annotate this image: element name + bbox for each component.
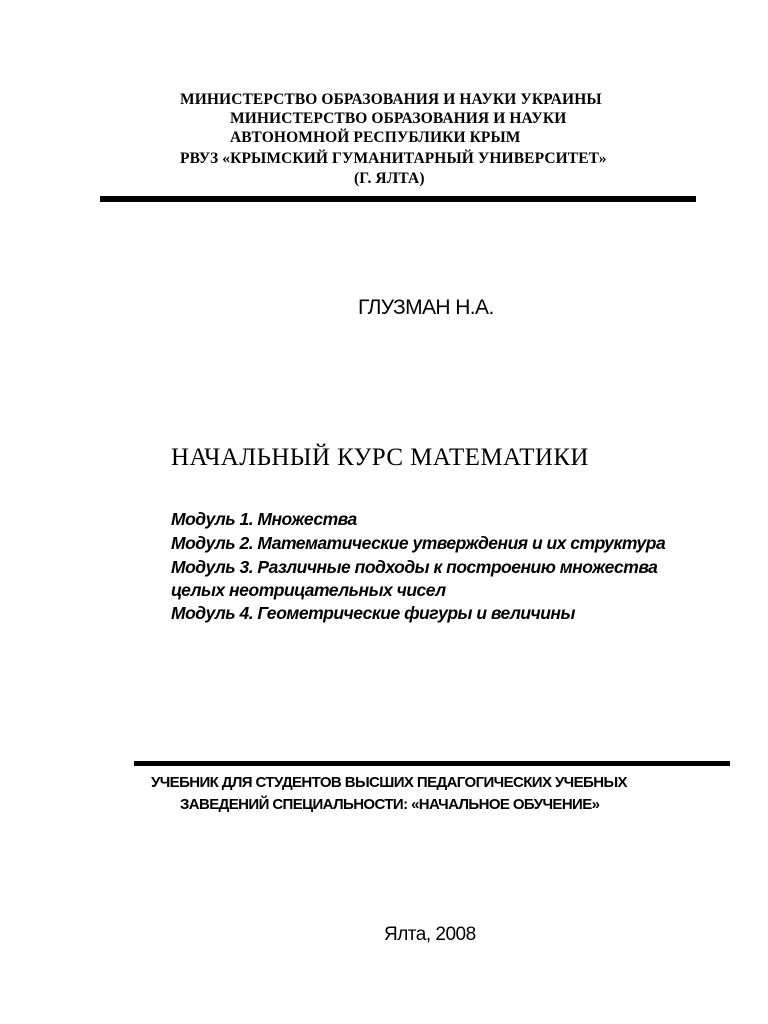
module-line: Модуль 2. Математические утверждения и их структура bbox=[171, 533, 666, 553]
module-line: Модуль 4. Геометрические фигуры и величины bbox=[171, 603, 575, 623]
module-line: Модуль 1. Множества bbox=[171, 509, 357, 529]
header-line-ministry-crimea: МИНИСТЕРСТВО ОБРАЗОВАНИЯ И НАУКИ bbox=[230, 110, 567, 127]
header-divider bbox=[100, 196, 696, 202]
header-line-ministry-ukraine: МИНИСТЕРСТВО ОБРАЗОВАНИЯ И НАУКИ УКРАИНЫ bbox=[180, 91, 602, 108]
header-line-university: РВУЗ «КРЫМСКИЙ ГУМАНИТАРНЫЙ УНИВЕРСИТЕТ» bbox=[180, 150, 607, 167]
subtitle-line: УЧЕБНИК ДЛЯ СТУДЕНТОВ ВЫСШИХ ПЕДАГОГИЧЕСКИХ УЧЕБНЫХ bbox=[151, 774, 627, 791]
header-line-autonomous-republic: АВТОНОМНОЙ РЕСПУБЛИКИ КРЫМ bbox=[230, 129, 521, 146]
place-year: Ялта, 2008 bbox=[384, 924, 476, 945]
module-line: Модуль 3. Различные подходы к построению множества bbox=[171, 557, 658, 577]
author-name: ГЛУЗМАН Н.А. bbox=[358, 296, 494, 319]
book-title: НАЧАЛЬНЫЙ КУРС МАТЕМАТИКИ bbox=[171, 444, 589, 471]
module-line: целых неотрицательных чисел bbox=[171, 580, 446, 600]
subtitle-line: ЗАВЕДЕНИЙ СПЕЦИАЛЬНОСТИ: «НАЧАЛЬНОЕ ОБУЧЕНИЕ» bbox=[180, 796, 600, 813]
subtitle-divider bbox=[134, 761, 730, 766]
header-line-city: (Г. ЯЛТА) bbox=[354, 170, 425, 187]
